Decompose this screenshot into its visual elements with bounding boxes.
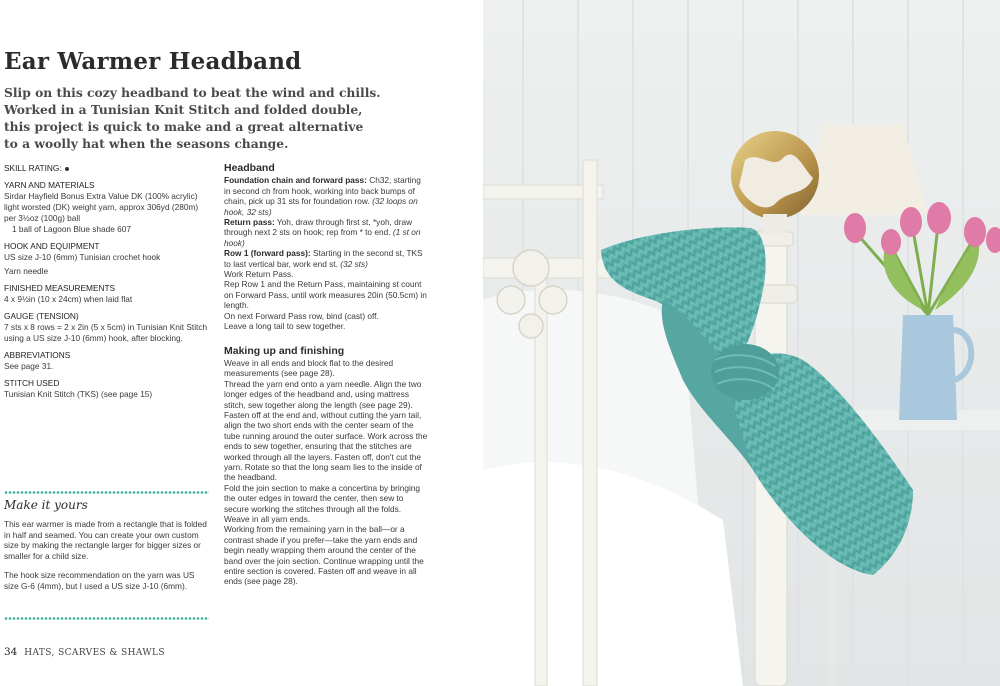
foundation-instruction: [224, 175, 429, 217]
section-name: HATS, SCARVES & SHAWLS: [24, 648, 165, 658]
make-it-yours-paragraph: This ear warmer is made from a rectangle that is folded in half and seamed. You can create your own custom size by making the rectangle larger for bigger sizes or smaller for a child size.: [4, 518, 207, 562]
making-up-heading: Making up and finishing: [224, 344, 345, 357]
yarn-line: light worsted (DK) weight yarn, approx 306yd (280m): [4, 202, 199, 212]
measurements-section: [4, 283, 214, 305]
hook-label: HOOK AND EQUIPMENT: [4, 241, 100, 251]
row1-instruction: [224, 248, 429, 269]
return-note: (1 st on hook): [224, 227, 421, 248]
make-it-yours-box: [4, 500, 209, 600]
headband-heading: Headband: [224, 162, 275, 174]
yarn-line: 1 ball of Lagoon Blue shade 607: [12, 224, 132, 234]
making-up-line: Thread the yarn end onto a yarn needle. Align the two longer edges of the headband and, using mattress stitch, sew together along the length (see page 29).: [224, 378, 422, 410]
abbreviations-label: ABBREVIATIONS: [4, 350, 71, 360]
bedroom-photo-illustration: [483, 0, 1000, 686]
intro-line: Worked in a Tunisian Knit Stitch and folded double,: [4, 102, 363, 117]
dotted-divider-bottom: [4, 617, 209, 620]
skill-rating-label: SKILL RATING:: [4, 163, 62, 173]
skill-dot-icon: [65, 167, 69, 171]
foundation-label: Foundation chain and forward pass:: [224, 175, 367, 186]
making-up-line: Working from the remaining yarn in the ball—or a contrast shade if you prefer—take the yarn ends and begin neatly wrapping them around the center of the band over the join section. Continue wrapping until the entire section is covered. Fasten off and weave in all ends (see page 28).: [224, 524, 424, 587]
foundation-text: Ch32, starting in second ch from hook, working into back bumps of chain, pick up 31 sts for foundation row.: [224, 175, 421, 207]
making-up-line: Fasten off at the end and, without cutting the yarn tail, align the two short ends with the center seam of the tube running around the outer surface. Work across the ends to sew together, ensuring that the stitches are worked through all the layers. Fasten off, don't cut the yarn. Rotate so that the long seam lies to the inside of the headband.: [224, 409, 428, 483]
yarn-label: YARN AND MATERIALS: [4, 180, 95, 190]
return-instruction: [224, 217, 429, 248]
intro-paragraph: [4, 84, 381, 152]
gauge-line: 7 sts x 8 rows = 2 x 2in (5 x 5cm) in Tunisian Knit Stitch: [4, 322, 208, 332]
hook-line: Yarn needle: [4, 266, 49, 276]
stitch-line: Tunisian Knit Stitch (TKS) (see page 15): [4, 389, 153, 399]
page-number: 34: [4, 646, 18, 658]
headband-line: Rep Row 1 and the Return Pass, maintaining st count on Forward Pass, until work measures 20in (50.5cm) in length.: [224, 279, 427, 311]
headband-line: Leave a long tail to sew together.: [224, 321, 346, 332]
return-label: Return pass:: [224, 217, 275, 228]
making-up-line: Weave in all ends and block flat to the desired measurements (see page 28).: [224, 357, 394, 379]
headband-photo: [483, 0, 1000, 686]
intro-line: this project is quick to make and a great alternative: [4, 119, 364, 134]
dotted-divider-top: [4, 491, 209, 494]
pattern-column: [224, 163, 429, 587]
row1-note: (32 sts): [340, 258, 368, 269]
make-it-yours-heading: Make it yours: [4, 498, 88, 512]
skill-rating: [4, 163, 214, 174]
page-footer: [4, 646, 165, 658]
row1-text: Starting in the second st, TKS to last vertical bar, work end st.: [224, 248, 423, 269]
row1-label: Row 1 (forward pass):: [224, 248, 311, 259]
intro-line: to a woolly hat when the seasons change.: [4, 136, 289, 151]
hook-line: US size J-10 (6mm) Tunisian crochet hook: [4, 252, 161, 262]
measurements-line: 4 x 9½in (10 x 24cm) when laid flat: [4, 294, 133, 304]
materials-column: [4, 163, 214, 406]
headband-line: Work Return Pass.: [224, 269, 294, 280]
making-up-line: Weave in all yarn ends.: [224, 514, 311, 524]
page-title: Ear Warmer Headband: [4, 48, 302, 75]
yarn-section: [4, 180, 214, 235]
gauge-label: GAUGE (TENSION): [4, 311, 79, 321]
hook-section: [4, 241, 214, 277]
abbreviations-section: [4, 350, 214, 372]
gauge-section: [4, 311, 214, 344]
foundation-note: (32 loops on hook, 32 sts): [224, 196, 418, 217]
yarn-line: Sirdar Hayfield Bonus Extra Value DK (100% acrylic): [4, 191, 198, 201]
making-up-line: Fold the join section to make a concertina by bringing the outer edges in toward the center, then sew to secure working the stitches through all the folds.: [224, 482, 421, 514]
abbreviations-line: See page 31.: [4, 361, 54, 371]
return-text: Yoh, draw through first st, *yoh, draw through next 2 sts on hook; rep from * to end.: [224, 217, 413, 238]
left-page: [0, 0, 483, 686]
headband-line: On next Forward Pass row, bind (cast) off.: [224, 310, 379, 321]
intro-line: Slip on this cozy headband to beat the wind and chills.: [4, 85, 381, 100]
gauge-line: using a US size J-10 (6mm) hook, after blocking.: [4, 333, 183, 343]
measurements-label: FINISHED MEASUREMENTS: [4, 283, 116, 293]
make-it-yours-paragraph: The hook size recommendation on the yarn was US size G-6 (4mm), but I used a US size J-10 (6mm).: [4, 569, 195, 591]
stitch-section: [4, 378, 214, 400]
stitch-label: STITCH USED: [4, 378, 60, 388]
yarn-line: per 3½oz (100g) ball: [4, 213, 81, 223]
